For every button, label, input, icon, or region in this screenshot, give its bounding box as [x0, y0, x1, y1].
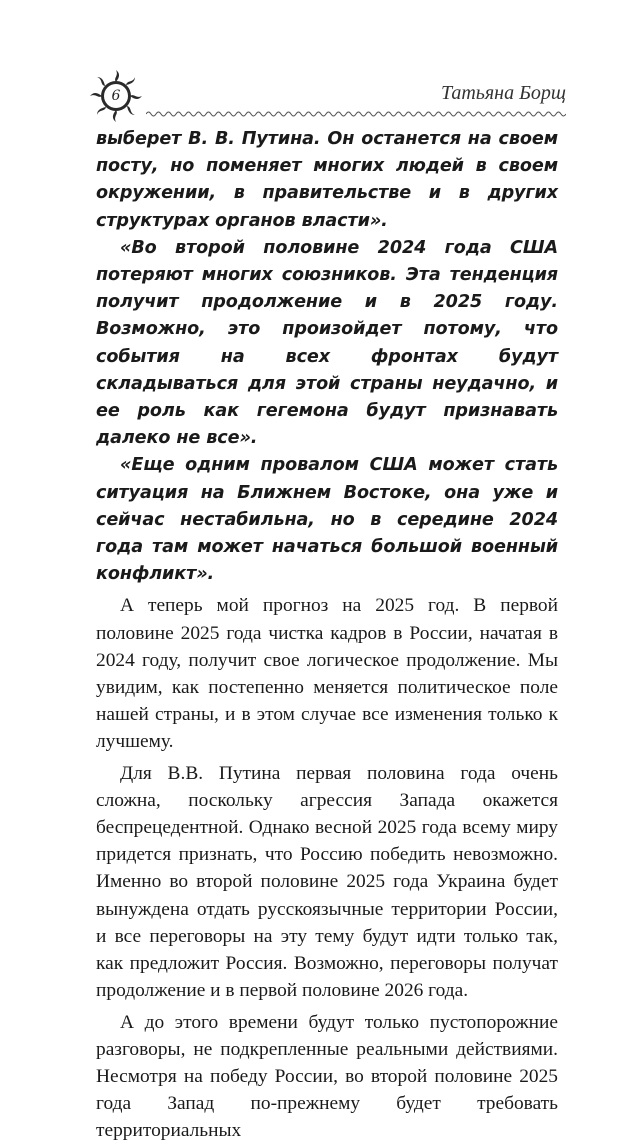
running-header-author: Татьяна Борщ	[440, 82, 566, 104]
page-number: 6	[111, 88, 121, 104]
body-paragraph: Для В.В. Путина первая половина года очень сложна, поскольку агрессия Запада окажется беспрецедентной. Однако весной 2025 года всему миру придется признать, что Россию победить невозможно. Именно во второй половине 2025 года Украина будет вынуждена отдать русскоязычные территории России, и все переговоры на эту тему будут идти только так, как предложит Россия. Возможно, переговоры получат продолжение и в первой половине 2026 года.	[96, 762, 558, 1002]
quote-paragraph: «Во второй половине 2024 года США потеряют многих союзников. Эта тенденция получит продолжение и в 2025 году. Возможно, это произойдет потому, что события на всех фронтах будут складываться для этой страны неудачно, и ее роль как гегемона будут признавать далеко не все».	[96, 237, 558, 449]
quote-paragraph: выберет В. В. Путина. Он останется на своем посту, но поменяет многих людей в своем окружении, в правительстве и в других структурах органов власти».	[96, 129, 558, 231]
wavy-divider	[146, 110, 566, 118]
body-paragraph: А теперь мой прогноз на 2025 год. В первой половине 2025 года чистка кадров в России, начатая в 2024 году, получит свое логическое продолжение. Мы увидим, как постепенно меняется политическое поле нашей страны, и в этом случае все изменения только к лучшему.	[96, 595, 558, 753]
body-paragraph: А до этого времени будут только пустопорожние разговоры, не подкрепленные реальными действиями. Несмотря на победу России, во второй половине 2025 года Запад по-прежнему будет требовать территориальных	[96, 1011, 558, 1142]
page-header	[88, 68, 566, 124]
page-body	[96, 126, 558, 1145]
quote-paragraph: «Еще одним провалом США может стать ситуация на Ближнем Востоке, она уже и сейчас нестабильна, но в середине 2024 года там может начаться большой военный конфликт».	[96, 455, 558, 585]
